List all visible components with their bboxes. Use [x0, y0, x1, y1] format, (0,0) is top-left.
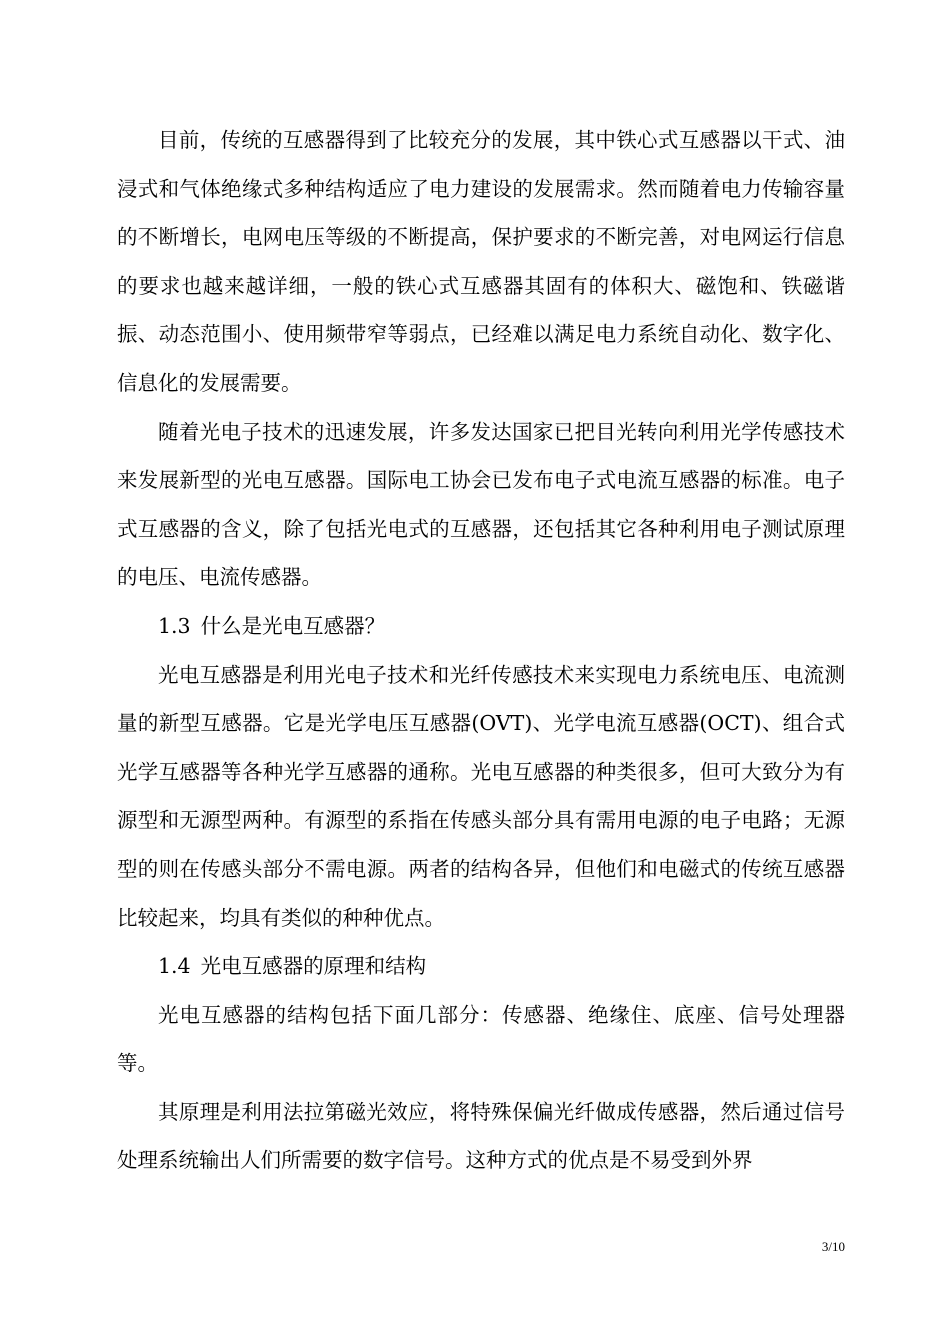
- section-title: 什么是光电互感器？: [200, 613, 386, 638]
- paragraph: 随着光电子技术的迅速发展，许多发达国家已把目光转向利用光学传感技术来发展新型的光电互感器。国际电工协会已发布电子式电流互感器的标准。电子式互感器的含义，除了包括光电式的互感器，还包括其它各种利用电子测试原理的电压、电流传感器。: [117, 419, 845, 590]
- section-heading: [117, 942, 845, 991]
- paragraph: 光电互感器是利用光电子技术和光纤传感技术来实现电力系统电压、电流测量的新型互感器。它是光学电压互感器(OVT)、光学电流互感器(OCT)、组合式光学互感器等各种光学互感器的通称。光电互感器的种类很多，但可大致分为有源型和无源型两种。有源型的系指在传感头部分具有需用电源的电子电路；无源型的则在传感头部分不需电源。两者的结构各异，但他们和电磁式的传统互感器比较起来，均具有类似的种种优点。: [117, 662, 845, 930]
- section-title: 光电互感器的原理和结构: [200, 954, 427, 979]
- paragraph: 目前，传统的互感器得到了比较充分的发展，其中铁心式互感器以干式、油浸式和气体绝缘式多种结构适应了电力建设的发展需求。然而随着电力传输容量的不断增长，电网电压等级的不断提高，保护要求的不断完善，对电网运行信息的要求也越来越详细，一般的铁心式互感器其固有的体积大、磁饱和、铁磁谐振、动态范围小、使用频带窄等弱点，已经难以满足电力系统自动化、数字化、信息化的发展需要。: [117, 128, 845, 395]
- section-heading: [117, 602, 845, 651]
- section-number: 1.3: [158, 613, 191, 638]
- page-number: 3/10: [821, 1239, 845, 1254]
- paragraph: 其原理是利用法拉第磁光效应，将特殊保偏光纤做成传感器，然后通过信号处理系统输出人们所需要的数字信号。这种方式的优点是不易受到外界: [117, 1099, 845, 1173]
- page-content: [117, 116, 845, 1185]
- paragraph: 光电互感器的结构包括下面几部分：传感器、绝缘住、底座、信号处理器等。: [117, 1002, 845, 1076]
- section-number: 1.4: [158, 954, 191, 979]
